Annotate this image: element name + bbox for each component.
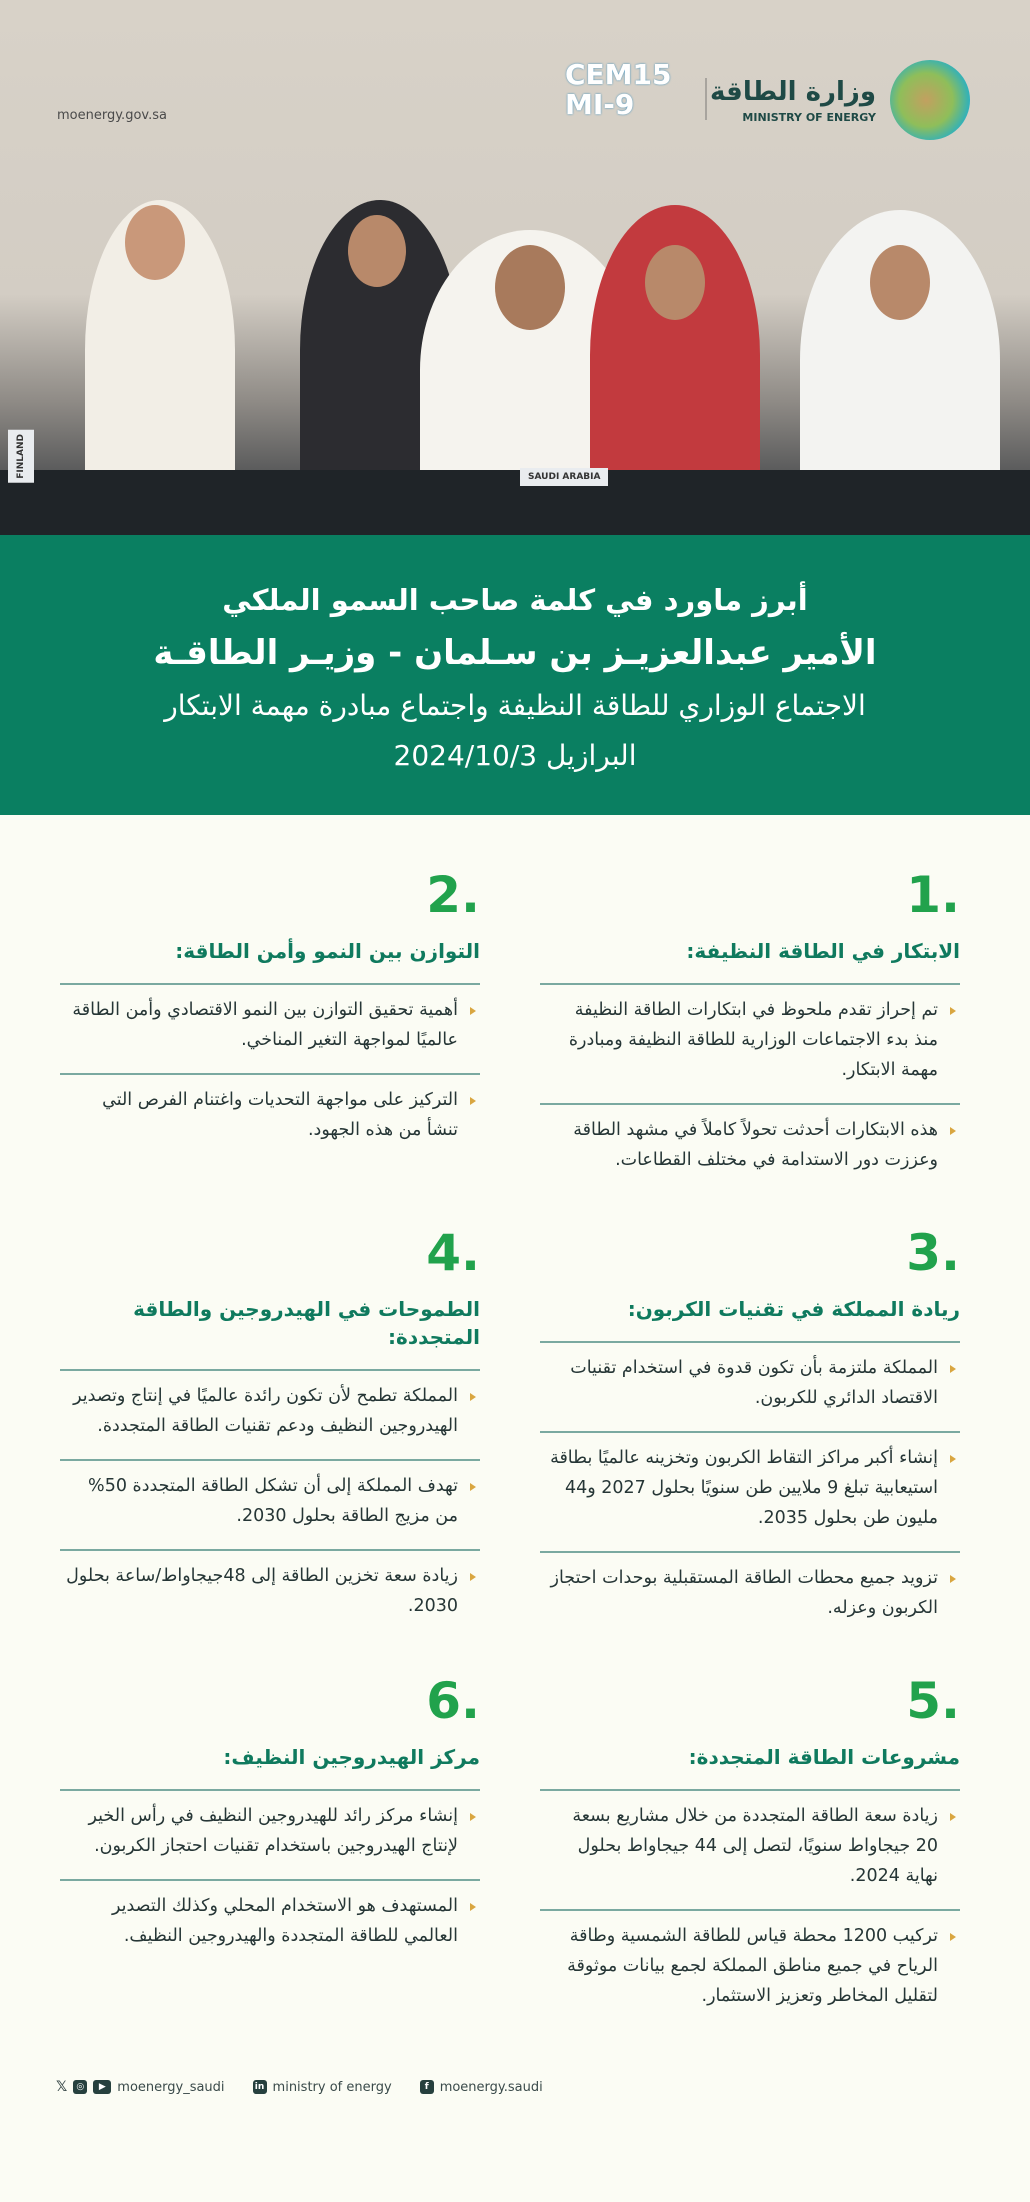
- list-item: [60, 1789, 480, 1873]
- item-text: إنشاء أكبر مراكز التقاط الكربون وتخزينه عالميًا بطاقة استيعابية تبلغ 9 ملايين طن سنويًا بحلول 2027 و44 مليون طن بحلول 2035.: [550, 1448, 938, 1528]
- section-title: التوازن بين النمو وأمن الطاقة:: [175, 939, 480, 963]
- item-text: التركيز على مواجهة التحديات واغتنام الفرص التي تنشأ من هذه الجهود.: [102, 1090, 458, 1140]
- bullet-icon: [950, 1455, 956, 1463]
- item-text: المملكة ملتزمة بأن تكون قدوة في استخدام تقنيات الاقتصاد الدائري للكربون.: [570, 1358, 938, 1408]
- sections-grid: [0, 815, 1030, 2069]
- item-text: تهدف المملكة إلى أن تشكل الطاقة المتجددة 50% من مزيج الطاقة بحلول 2030.: [88, 1476, 458, 1526]
- bullet-icon: [470, 1483, 476, 1491]
- youtube-icon[interactable]: ▶: [93, 2080, 111, 2094]
- section-title: مشروعات الطاقة المتجددة:: [688, 1745, 960, 1769]
- list-item: [540, 1103, 960, 1187]
- section-number: .3: [906, 1224, 960, 1282]
- instagram-icon[interactable]: ◎: [73, 2080, 87, 2094]
- bullet-icon: [470, 1903, 476, 1911]
- bullet-icon: [950, 1813, 956, 1821]
- bullet-icon: [470, 1573, 476, 1581]
- conference-table: [0, 470, 1030, 535]
- linkedin-icon[interactable]: in: [253, 2080, 267, 2094]
- list-item: [60, 1879, 480, 1963]
- ministry-name-ar: وزارة الطاقة: [710, 76, 876, 107]
- bullet-icon: [950, 1127, 956, 1135]
- item-text: تم إحراز تقدم ملحوظ في ابتكارات الطاقة النظيفة منذ بدء الاجتماعات الوزارية للطاقة النظيفة ومبادرة مهمة الابتكار.: [568, 1000, 938, 1080]
- section-3: [540, 1223, 960, 1641]
- cem-logo: [565, 60, 672, 120]
- bullet-icon: [470, 1007, 476, 1015]
- list-item: [60, 1459, 480, 1543]
- section-number: .1: [906, 866, 960, 924]
- cem-logo-line2: MI-9: [565, 88, 635, 121]
- section-number: .5: [906, 1672, 960, 1730]
- list-item: [540, 983, 960, 1097]
- facebook-icon[interactable]: f: [420, 2080, 434, 2094]
- banner-title: الأمير عبدالعزيـز بن سـلمان - وزيـر الطاقـة: [153, 633, 877, 673]
- section-title: الابتكار في الطاقة النظيفة:: [686, 939, 960, 963]
- list-item: [60, 983, 480, 1067]
- handle-ministry-of-energy[interactable]: ministry of energy: [272, 2079, 392, 2095]
- section-title: مركز الهيدروجين النظيف:: [223, 1745, 480, 1769]
- title-banner: [0, 535, 1030, 815]
- section-number: .6: [426, 1672, 480, 1730]
- cem-logo-line1: CEM15: [565, 58, 672, 91]
- list-item: [60, 1073, 480, 1157]
- nameplate: SAUDI ARABIA: [520, 468, 608, 486]
- list-item: [540, 1341, 960, 1425]
- section-number: .2: [426, 866, 480, 924]
- website-url: moenergy.gov.sa: [57, 108, 167, 123]
- person: [495, 245, 565, 330]
- handle-moenergy-saudi[interactable]: moenergy_saudi: [117, 2079, 225, 2095]
- bullet-icon: [950, 1575, 956, 1583]
- item-text: المملكة تطمح لأن تكون رائدة عالميًا في إنتاج وتصدير الهيدروجين النظيف ودعم تقنيات الطاقة المتجددة.: [73, 1386, 458, 1436]
- item-text: إنشاء مركز رائد للهيدروجين النظيف في رأس الخير لإنتاج الهيدروجين باستخدام تقنيات احتجاز الكربون.: [88, 1806, 458, 1856]
- nameplate: FINLAND: [8, 430, 34, 483]
- banner-date: البرازيل 2024/10/3: [393, 739, 637, 772]
- section-6: [60, 1671, 480, 2029]
- hero-photo: [0, 0, 1030, 535]
- section-number: .4: [426, 1224, 480, 1282]
- item-text: أهمية تحقيق التوازن بين النمو الاقتصادي وأمن الطاقة عالميًا لمواجهة التغير المناخي.: [72, 1000, 458, 1050]
- banner-line1: أبرز ماورد في كلمة صاحب السمو الملكي: [222, 583, 808, 617]
- bullet-icon: [950, 1007, 956, 1015]
- person: [870, 245, 930, 320]
- bullet-icon: [950, 1365, 956, 1373]
- ministry-emblem-icon: [890, 60, 970, 140]
- person: [348, 215, 406, 287]
- ministry-logo: [710, 60, 970, 140]
- list-item: [540, 1789, 960, 1903]
- handle-moenergy-saudi-fb[interactable]: moenergy.saudi: [439, 2079, 543, 2095]
- section-1: [540, 865, 960, 1193]
- logo-divider: [705, 78, 707, 120]
- person: [125, 205, 185, 280]
- item-text: المستهدف هو الاستخدام المحلي وكذلك التصدير العالمي للطاقة المتجددة والهيدروجين النظيف.: [111, 1896, 458, 1946]
- ministry-name-en: MINISTRY OF ENERGY: [742, 110, 876, 124]
- list-item: [540, 1431, 960, 1545]
- item-text: هذه الابتكارات أحدثت تحولاً كاملاً في مشهد الطاقة وعززت دور الاستدامة في مختلف القطاعات.: [573, 1120, 938, 1170]
- bullet-icon: [470, 1097, 476, 1105]
- item-text: تزويد جميع محطات الطاقة المستقبلية بوحدات احتجاز الكربون وعزله.: [550, 1568, 938, 1618]
- x-icon[interactable]: 𝕏: [56, 2079, 68, 2095]
- section-4: [60, 1223, 480, 1641]
- section-2: [60, 865, 480, 1193]
- section-title: ريادة المملكة في تقنيات الكربون:: [627, 1297, 960, 1321]
- bullet-icon: [950, 1933, 956, 1941]
- item-text: تركيب 1200 محطة قياس للطاقة الشمسية وطاقة الرياح في جميع مناطق المملكة لجمع بيانات موثوقة لتقليل المخاطر وتعزيز الاستثمار.: [567, 1926, 938, 2006]
- list-item: [60, 1369, 480, 1453]
- list-item: [540, 1551, 960, 1635]
- section-5: [540, 1671, 960, 2029]
- banner-event: الاجتماع الوزاري للطاقة النظيفة واجتماع مبادرة مهمة الابتكار: [164, 689, 866, 722]
- bullet-icon: [470, 1813, 476, 1821]
- list-item: [540, 1909, 960, 2023]
- section-title: الطموحات في الهيدروجين والطاقة المتجددة:: [133, 1297, 480, 1349]
- list-item: [60, 1549, 480, 1633]
- item-text: زيادة سعة تخزين الطاقة إلى 48جيجاواط/ساعة بحلول 2030.: [66, 1566, 458, 1616]
- social-footer: [0, 2069, 1030, 2135]
- person: [645, 245, 705, 320]
- item-text: زيادة سعة الطاقة المتجددة من خلال مشاريع بسعة 20 جيجاواط سنويًا، لتصل إلى 44 جيجاواط بحلول نهاية 2024.: [572, 1806, 938, 1886]
- bullet-icon: [470, 1393, 476, 1401]
